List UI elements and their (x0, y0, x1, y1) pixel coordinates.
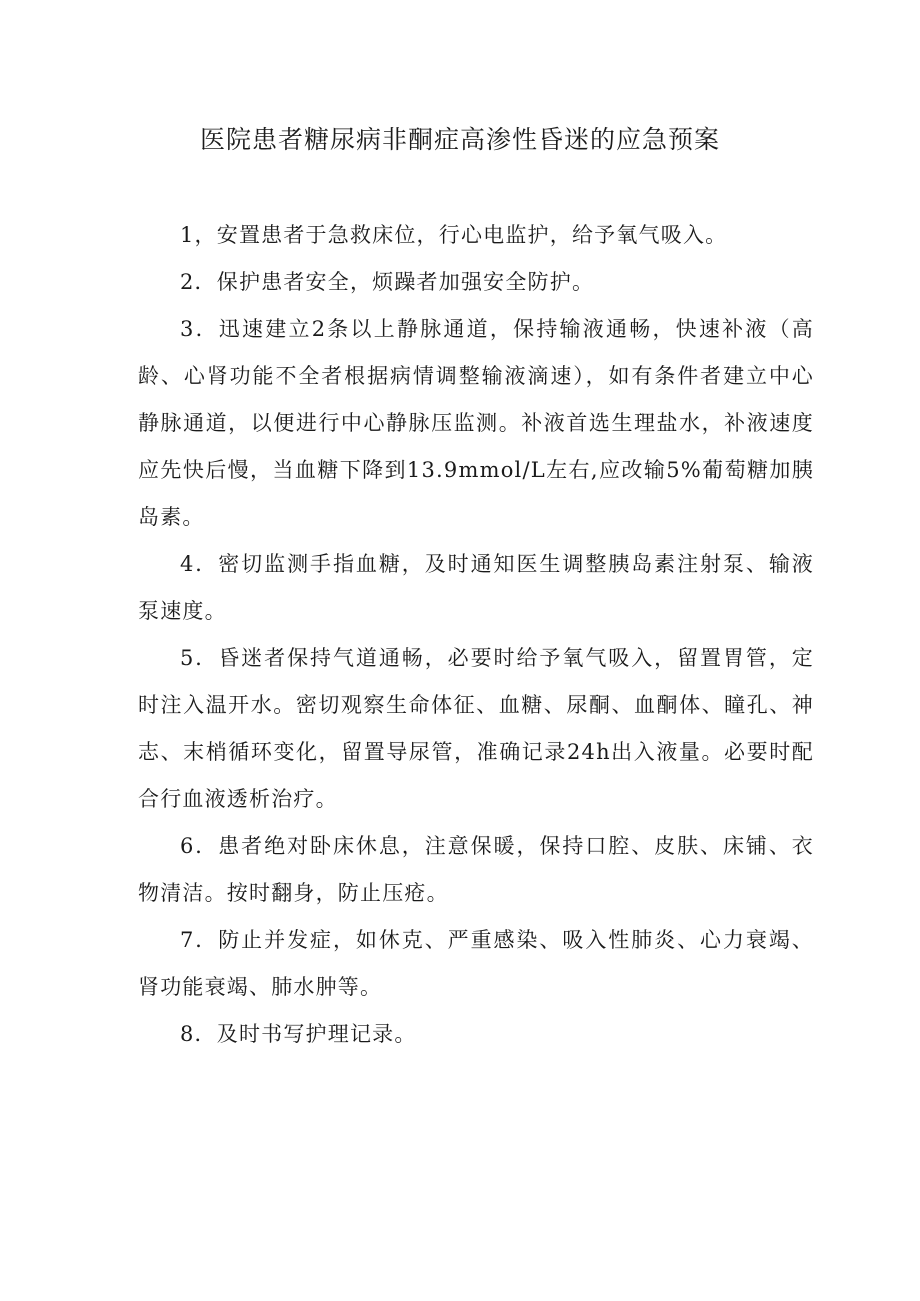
list-item-3: 3．迅速建立2条以上静脉通道，保持输液通畅，快速补液（高龄、心肾功能不全者根据病情调整输液滴速），如有条件者建立中心静脉通道，以便进行中心静脉压监测。补液首选生理盐水，补液速度应先快后慢，当血糖下降到13.9mmol/L左右,应改输5%葡萄糖加胰岛素。 (138, 317, 814, 529)
list-item-4: 4．密切监测手指血糖，及时通知医生调整胰岛素注射泵、输液泵速度。 (138, 552, 814, 623)
document-title: 医院患者糖尿病非酮症高渗性昏迷的应急预案 (199, 125, 720, 154)
list-item-2: 2．保护患者安全，烦躁者加强安全防护。 (180, 270, 595, 294)
list-item-5: 5．昏迷者保持气道通畅，必要时给予氧气吸入，留置胃管，定时注入温开水。密切观察生命体征、血糖、尿酮、血酮体、瞳孔、神志、末梢循环变化，留置导尿管，准确记录24h出入液量。必要时配合行血液透析治疗。 (138, 646, 814, 811)
list-item-7: 7．防止并发症，如休克、严重感染、吸入性肺炎、心力衰竭、肾功能衰竭、肺水肿等。 (138, 928, 814, 999)
list-item-6: 6．患者绝对卧床休息，注意保暖，保持口腔、皮肤、床铺、衣物清洁。按时翻身，防止压疮。 (138, 834, 814, 905)
list-item-8: 8．及时书写护理记录。 (180, 1022, 417, 1046)
document-body (138, 212, 814, 1058)
list-item-1: 1，安置患者于急救床位，行心电监护，给予氧气吸入。 (180, 223, 728, 247)
